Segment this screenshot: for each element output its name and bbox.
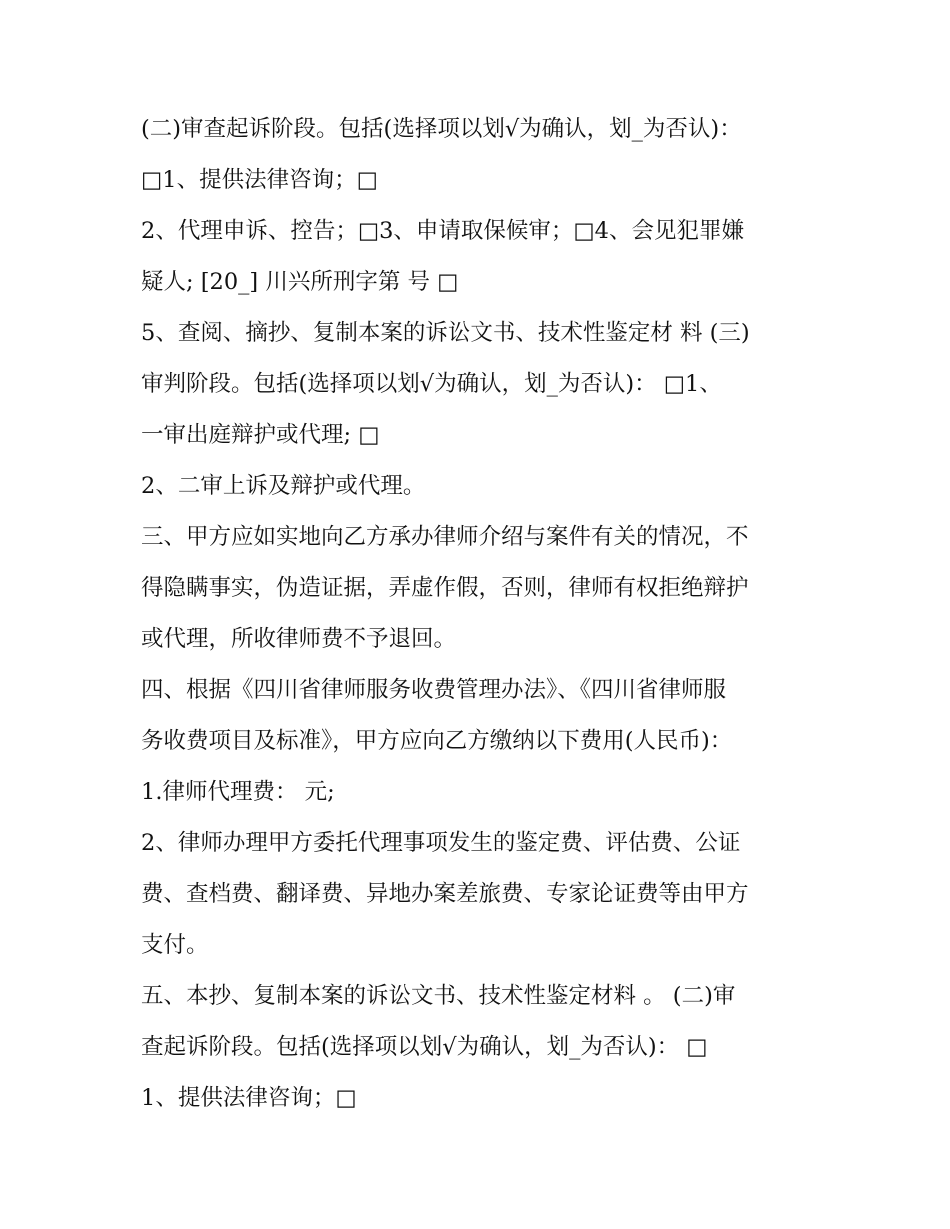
text-line: (二)审查起诉阶段。包括(选择项以划√为确认，划_为否认)： — [141, 116, 742, 142]
text-line: 一审出庭辩护或代理; □ — [141, 422, 380, 448]
text-line: 2、代理申诉、控告；□3、申请取保候审；□4、会见犯罪嫌 — [141, 218, 744, 244]
text-line: 审判阶段。包括(选择项以划√为确认，划_为否认)： □1、 — [141, 371, 722, 397]
text-line: □1、提供法律咨询；□ — [141, 167, 378, 193]
text-line: 1.律师代理费： 元; — [141, 779, 335, 805]
text-line: 三、甲方应如实地向乙方承办律师介绍与案件有关的情况，不 — [141, 524, 749, 550]
text-line: 2、律师办理甲方委托代理事项发生的鉴定费、评估费、公证 — [141, 830, 741, 856]
text-line: 费、查档费、翻译费、异地办案差旅费、专家论证费等由甲方 — [141, 881, 749, 907]
text-line: 支付。 — [141, 932, 209, 958]
text-line: 四、根据《四川省律师服务收费管理办法》、《四川省律师服 — [141, 677, 727, 703]
text-line: 疑人; [20_] 川兴所刑字第 号 □ — [141, 269, 459, 295]
text-line: 务收费项目及标准》，甲方应向乙方缴纳以下费用(人民币)： — [141, 728, 733, 754]
text-line: 五、本抄、复制本案的诉讼文书、技术性鉴定材料 。 (二)审 — [141, 983, 736, 1009]
text-line: 2、二审上诉及辩护或代理。 — [141, 473, 426, 499]
text-line: 查起诉阶段。包括(选择项以划√为确认，划_为否认)： □ — [141, 1034, 708, 1060]
document-body — [141, 104, 821, 1124]
text-line: 得隐瞒事实，伪造证据，弄虚作假，否则，律师有权拒绝辩护 — [141, 575, 749, 601]
text-line: 1、提供法律咨询；□ — [141, 1085, 357, 1111]
text-line: 5、查阅、摘抄、复制本案的诉讼文书、技术性鉴定材 料 (三) — [141, 320, 750, 346]
text-line: 或代理，所收律师费不予退回。 — [141, 626, 457, 652]
